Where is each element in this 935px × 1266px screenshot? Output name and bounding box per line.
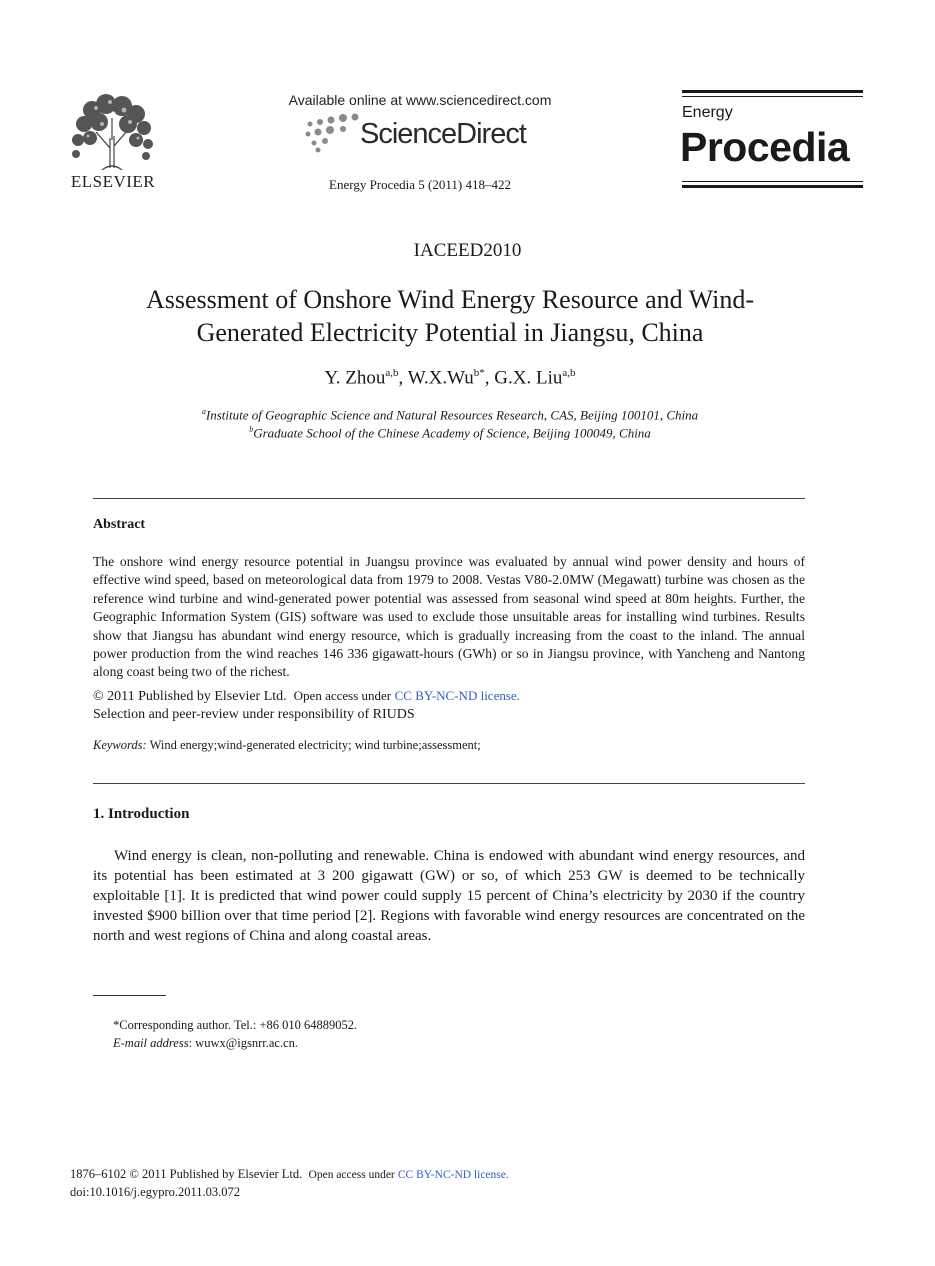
- email-note: [113, 1036, 298, 1051]
- divider-top: [93, 498, 805, 499]
- affiliation-sup: b: [249, 425, 254, 434]
- doi-line[interactable]: doi:10.1016/j.egypro.2011.03.072: [70, 1185, 241, 1199]
- keywords-line: [93, 738, 481, 753]
- author-separator: ,: [484, 367, 495, 389]
- email-label: E-mail address: [113, 1036, 189, 1050]
- keywords-label: Keywords:: [93, 738, 147, 752]
- journal-reference: Energy Procedia 5 (2011) 418–422: [329, 177, 511, 192]
- elsevier-wordmark: ELSEVIER: [70, 172, 156, 191]
- available-online-link[interactable]: Available online at www.sciencedirect.com: [288, 92, 552, 108]
- abstract-text: The onshore wind energy resource potential in Juangsu province was evaluated by annual wind power density and hours of effective wind speed, based on meteorological data from 1979 to 2008. Vestas V80-2.0MW (Megawatt) turbine was chosen as the reference wind turbine and wind-generated power potential was assessed from seasonal wind speed at 80m heights. Further, the Geographic Information System (GIS) software was used to exclude those unsuitable areas for installing wind turbines. Results show that Jiangsu has abundant wind energy resource, which is gradually increasing from the coast to the inland. The annual power production from the wind reaches 146 336 gigawatt-hours (GWh) or so in Jiangsu province, with Yancheng and Nantong along coast being two of the richest.: [93, 554, 805, 680]
- divider-bottom: [93, 783, 805, 784]
- copyright-line: [93, 688, 520, 705]
- affiliation-text: Graduate School of the Chinese Academy of Science, Beijing 100049, China: [253, 425, 651, 441]
- paper-title: [60, 283, 840, 349]
- introduction-body: [93, 846, 805, 946]
- conference-name: IACEED2010: [413, 240, 522, 261]
- title-line-1: Assessment of Onshore Wind Energy Resource and Wind-: [145, 285, 755, 314]
- procedia-small-word: Energy: [682, 104, 733, 121]
- copyright-text: © 2011 Published by Elsevier Ltd.: [93, 689, 287, 704]
- peer-review-line: Selection and peer-review under responsibility of RIUDS: [93, 707, 415, 722]
- bottom-license-link[interactable]: CC BY-NC-ND license.: [397, 1169, 509, 1181]
- sciencedirect-wordmark: ScienceDirect: [360, 118, 526, 150]
- affiliation-a: [0, 407, 900, 423]
- issn-line: [70, 1167, 509, 1182]
- affiliation-text: Institute of Geographic Science and Natural Resources Research, CAS, Beijing 100101, China: [205, 407, 699, 423]
- title-line-2: Generated Electricity Potential in Jiangsu, China: [196, 318, 704, 347]
- abstract-heading: Abstract: [93, 517, 146, 532]
- keywords-text: Wind energy;wind-generated electricity; wind turbine;assessment;: [149, 738, 481, 752]
- author-list: [0, 367, 900, 389]
- email-address: : wuwx@igsnrr.ac.cn.: [188, 1036, 298, 1050]
- author-name: G.X. Liu: [494, 367, 563, 389]
- introduction-paragraph: Wind energy is clean, non-polluting and renewable. China is endowed with abundant wind energy resources, and its potential has been estimated at 3 200 gigawatt (GW) or so, of which 253 GW is deemed to be technically exploitable [1]. It is predicted that wind power could supply 15 percent of China’s electricity by 2030 if the country invested $900 billion over that time period [2]. Regions with favorable wind energy resources are concentrated on the north and west regions of China and along coastal areas.: [93, 848, 805, 944]
- open-access-label: Open access under: [293, 688, 392, 703]
- author-name: W.X.Wu: [407, 367, 474, 389]
- license-link[interactable]: CC BY-NC-ND license.: [394, 688, 520, 703]
- corresponding-author-note: *Corresponding author. Tel.: +86 010 64889052.: [113, 1018, 358, 1032]
- issn-text: 1876–6102 © 2011 Published by Elsevier Ltd.: [70, 1167, 303, 1181]
- affiliation-sup: a: [201, 407, 206, 416]
- author-separator: ,: [398, 367, 408, 389]
- introduction-heading: 1. Introduction: [93, 806, 190, 822]
- bottom-open-access-label: Open access under: [308, 1169, 395, 1181]
- author-sup: a,b: [385, 367, 399, 379]
- author-sup: b*: [473, 367, 485, 379]
- procedia-big-word: Procedia: [680, 124, 850, 170]
- energy-procedia-logo: [682, 90, 863, 190]
- footnote-rule: [93, 995, 166, 996]
- author-name: Y. Zhou: [324, 367, 386, 389]
- affiliation-b: [0, 425, 900, 441]
- author-sup: a,b: [562, 367, 576, 379]
